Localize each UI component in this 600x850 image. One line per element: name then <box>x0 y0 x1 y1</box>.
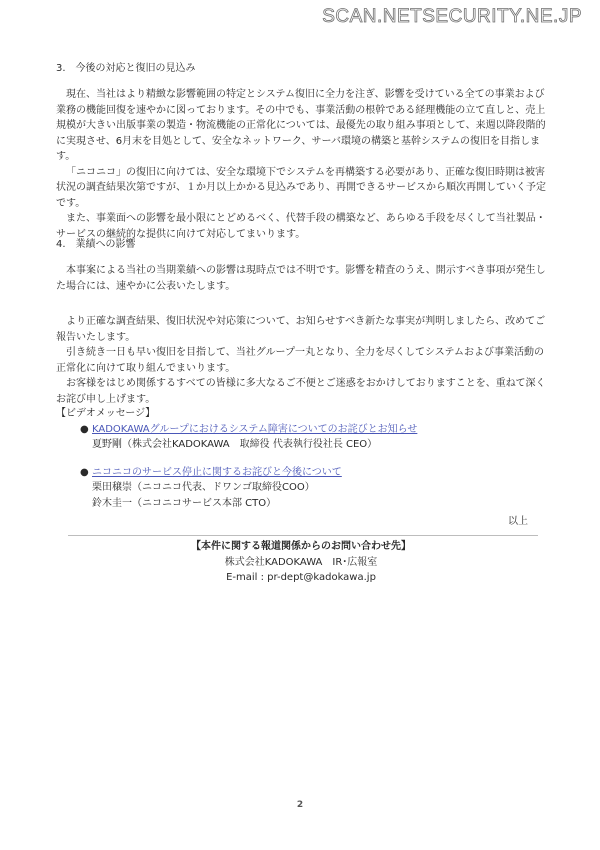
video-message-heading: 【ビデオメッセージ】 <box>56 408 156 419</box>
video-message-section <box>56 406 546 511</box>
bullet-icon: ● <box>80 466 89 478</box>
video-link-niconico[interactable]: ニコニコのサービス停止に関するお詫びと今後について <box>92 466 342 478</box>
video-speaker: 栗田穣崇（ニコニコ代表、ドワンゴ取締役COO） <box>92 482 315 493</box>
video-speaker: 夏野剛（株式会社KADOKAWA 取締役 代表執行役社長 CEO） <box>92 439 378 450</box>
section-4-paragraph: 本事案による当社の当期業績への影響は現時点では不明です。影響を精査のうえ、開示すべき事項が発生した場合には、速やかに公表いたします。 <box>56 265 546 292</box>
section-3-heading: 3. 今後の対応と復旧の見込み <box>56 63 196 74</box>
contact-heading: 【本件に関する報道関係からのお問い合わせ先】 <box>191 541 411 552</box>
video-item <box>56 422 546 453</box>
site-watermark: SCAN.NETSECURITY.NE.JP <box>322 6 582 27</box>
video-speaker: 鈴木圭一（ニコニコサービス本部 CTO） <box>92 497 277 509</box>
closing-paragraph: お客様をはじめ関係するすべての皆様に多大なるご不便とご迷惑をおかけしておりますことを、重ねて深くお詫び申し上げます。 <box>56 378 546 405</box>
closing-paragraph: 引き続き一日も早い復旧を目指して、当社グループ一丸となり、全力を尽くしてシステムおよび事業活動の正常化に向けて取り組んでまいります。 <box>56 347 544 374</box>
video-link-kadokawa[interactable]: KADOKAWAグループにおけるシステム障害についてのお詫びとお知らせ <box>92 423 418 435</box>
closing-body <box>56 314 546 407</box>
closing-paragraph: より正確な調査結果、復旧状況や対応策について、お知らせすべき新たな事実が判明しましたら、改めてご報告いたします。 <box>56 316 546 343</box>
section-3-body <box>56 87 546 242</box>
contact-divider <box>68 535 538 536</box>
contact-block <box>56 539 546 586</box>
section-3-paragraph: 現在、当社はより精緻な影響範囲の特定とシステム復旧に全力を注ぎ、影響を受けている全ての事業および業務の機能回復を速やかに図っております。その中でも、事業活動の根幹である経理機能の立て直しと、売上規模が大きい出版事業の製造・物流機能の正常化については、最優先の取り組み事項として、来週以降段階的に実現させ、6月末を目処として、安全なネットワーク、サーバ環境の構築と基幹システムの復旧を目指します。 <box>56 89 546 162</box>
page-number: 2 <box>296 800 304 810</box>
contact-organization: 株式会社KADOKAWA IR･広報室 <box>224 556 378 568</box>
bullet-icon: ● <box>80 423 89 435</box>
end-mark: 以上 <box>508 516 528 527</box>
section-4-heading: 4. 業績への影響 <box>56 239 136 250</box>
video-item <box>56 465 546 512</box>
section-4-body <box>56 263 546 294</box>
section-3-paragraph: 「ニコニコ」の復旧に向けては、安全な環境下でシステムを再構築する必要があり、正確な復旧時期は被害状況の調査結果次第ですが、１か月以上かかる見込みであり、再開できるサービスから順次再開していく予定です。 <box>56 166 546 209</box>
contact-email: E-mail : pr-dept@kadokawa.jp <box>226 572 376 583</box>
section-3-paragraph: また、事業面への影響を最小限にとどめるべく、代替手段の構築など、あらゆる手段を尽くして当社製品・サービスの継続的な提供に向けて対応してまいります。 <box>56 213 546 240</box>
